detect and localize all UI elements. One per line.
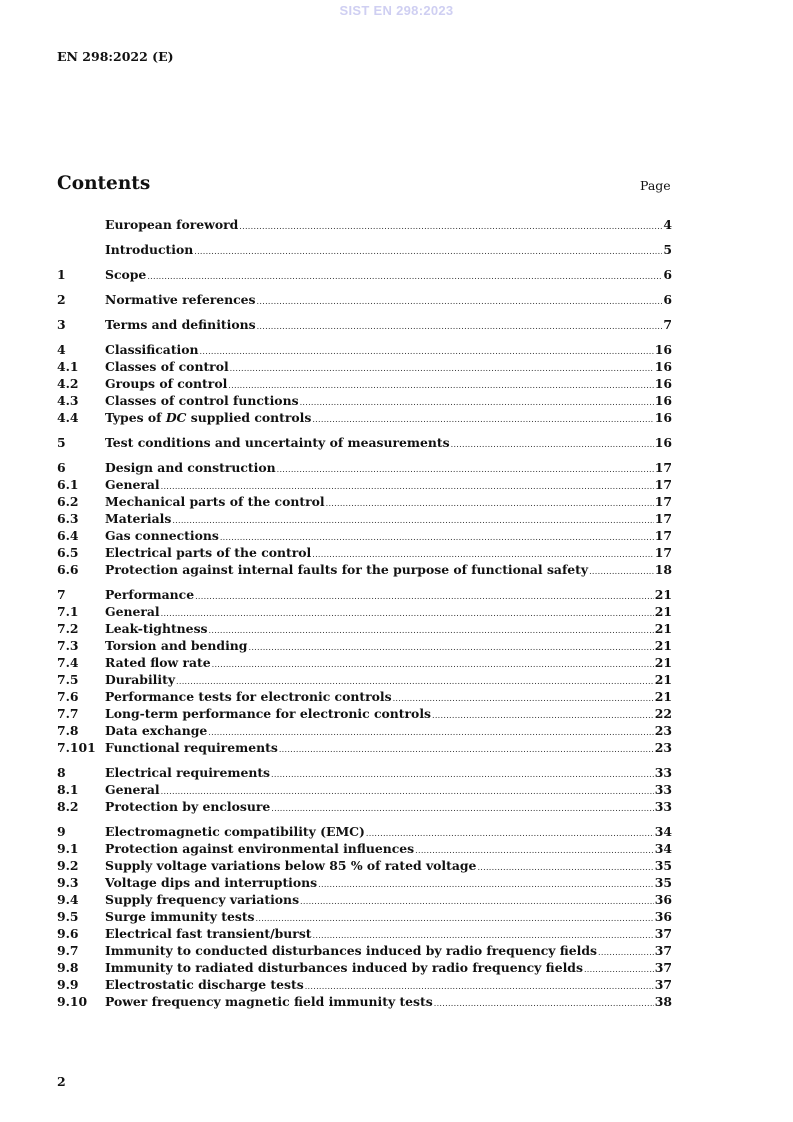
dot-leader (271, 800, 653, 817)
toc-entry[interactable] (57, 705, 672, 722)
toc-entry-number: 9.7 (57, 943, 79, 958)
toc-entry-title: Electrical requirements (105, 765, 271, 780)
dot-leader (161, 605, 654, 622)
toc-entry[interactable] (57, 409, 672, 426)
toc-entry[interactable] (57, 798, 672, 815)
toc-entry[interactable] (57, 671, 672, 688)
page-number: 2 (57, 1074, 66, 1089)
toc-entry-page: 21 (654, 621, 672, 636)
toc-entry-number: 6.2 (57, 494, 79, 509)
dot-leader (200, 343, 654, 360)
toc-entry[interactable] (57, 959, 672, 976)
toc-entry-number: 2 (57, 292, 66, 307)
toc-entry-number: 7.6 (57, 689, 79, 704)
toc-entry-page: 34 (654, 841, 672, 856)
dot-leader (195, 588, 654, 605)
dot-leader (147, 268, 662, 285)
toc-entry[interactable] (57, 739, 672, 756)
toc-entry-number: 4.1 (57, 359, 79, 374)
toc-entry[interactable] (57, 358, 672, 375)
toc-entry-number: 6 (57, 460, 66, 475)
toc-entry-page: 33 (654, 765, 672, 780)
toc-entry-title: Types of DC supplied controls (105, 410, 312, 425)
dot-leader (239, 218, 662, 235)
toc-entry-number: 9.6 (57, 926, 79, 941)
toc-entry-number: 7.3 (57, 638, 79, 653)
toc-entry-page: 38 (654, 994, 672, 1009)
toc-entry-title: Test conditions and uncertainty of measurements (105, 435, 450, 450)
toc-entry-page: 23 (654, 723, 672, 738)
dot-leader (318, 876, 654, 893)
toc-entry-page: 34 (654, 824, 672, 839)
toc-entry[interactable] (57, 375, 672, 392)
toc-entry[interactable] (57, 586, 672, 603)
toc-entry[interactable] (57, 908, 672, 925)
toc-entry-title: Surge immunity tests (105, 909, 255, 924)
toc-entry[interactable] (57, 688, 672, 705)
toc-entry-page: 33 (654, 799, 672, 814)
toc-entry-page: 5 (663, 242, 672, 257)
toc-entry-number: 3 (57, 317, 66, 332)
dot-leader (312, 411, 653, 428)
toc-entry-page: 21 (654, 689, 672, 704)
toc-entry-number: 4 (57, 342, 66, 357)
toc-entry-page: 21 (654, 655, 672, 670)
toc-entry-title: Mechanical parts of the control (105, 494, 325, 509)
toc-entry-title: Functional requirements (105, 740, 278, 755)
dot-leader (434, 995, 654, 1012)
dot-leader (248, 639, 653, 656)
toc-entry-page: 21 (654, 638, 672, 653)
toc-entry-page: 21 (654, 587, 672, 602)
toc-entry-title: Immunity to conducted disturbances induced by radio frequency fields (105, 943, 598, 958)
toc-entry-title: Electrical fast transient/burst (105, 926, 312, 941)
dot-leader (451, 436, 654, 453)
toc-entry[interactable] (57, 874, 672, 891)
toc-entry[interactable] (57, 781, 672, 798)
toc-entry[interactable] (57, 434, 672, 451)
toc-entry[interactable] (57, 840, 672, 857)
contents-title: Contents (57, 173, 151, 194)
dot-leader (212, 656, 654, 673)
toc-entry[interactable] (57, 493, 672, 510)
dot-leader (209, 622, 654, 639)
toc-entry-number: 6.5 (57, 545, 79, 560)
toc-entry-page: 17 (654, 494, 672, 509)
dot-leader (477, 859, 653, 876)
toc-entry-title: Data exchange (105, 723, 208, 738)
toc-entry-title: Protection against internal faults for the purpose of functional safety (105, 562, 589, 577)
toc-entry-number: 4.4 (57, 410, 79, 425)
toc-entry-page: 35 (654, 875, 672, 890)
toc-entry-number: 9.4 (57, 892, 79, 907)
toc-entry-title: Classes of control functions (105, 393, 299, 408)
toc-entry-title: Scope (105, 267, 147, 282)
toc-entry-title: Classification (105, 342, 199, 357)
toc-entry[interactable] (57, 392, 672, 409)
toc-entry[interactable] (57, 925, 672, 942)
toc-entry-number: 6.4 (57, 528, 79, 543)
toc-entry-page: 4 (663, 217, 672, 232)
toc-entry-title: General (105, 477, 160, 492)
toc-entry-page: 18 (654, 562, 672, 577)
document-id: EN 298:2022 (E) (57, 49, 174, 64)
toc-entry-title: Voltage dips and interruptions (105, 875, 318, 890)
dot-leader (194, 243, 662, 260)
dot-leader (300, 893, 654, 910)
toc-entry-title: European foreword (105, 217, 239, 232)
toc-entry-title: Design and construction (105, 460, 276, 475)
toc-entry-number: 4.3 (57, 393, 79, 408)
toc-entry-number: 7.5 (57, 672, 79, 687)
toc-entry-page: 6 (663, 292, 672, 307)
toc-entry-page: 16 (654, 376, 672, 391)
toc-entry-title: Introduction (105, 242, 194, 257)
toc-entry-page: 36 (654, 909, 672, 924)
dot-leader (172, 512, 653, 529)
dot-leader (230, 360, 654, 377)
toc-entry-number: 7.101 (57, 740, 96, 755)
toc-entry[interactable] (57, 316, 672, 333)
toc-entry-page: 22 (654, 706, 672, 721)
toc-entry-number: 7.4 (57, 655, 79, 670)
toc-entry-page: 16 (654, 342, 672, 357)
toc-entry-page: 36 (654, 892, 672, 907)
toc-entry-title: Power frequency magnetic field immunity tests (105, 994, 433, 1009)
toc-entry-title: General (105, 782, 160, 797)
toc-entry[interactable] (57, 654, 672, 671)
toc-entry-page: 7 (663, 317, 672, 332)
toc-entry[interactable] (57, 620, 672, 637)
toc-entry-title: Supply frequency variations (105, 892, 300, 907)
toc-entry-page: 37 (654, 960, 672, 975)
toc-entry-page: 37 (654, 977, 672, 992)
toc-entry-title: Classes of control (105, 359, 229, 374)
toc-entry-page: 16 (654, 410, 672, 425)
toc-entry[interactable] (57, 764, 672, 781)
toc-entry-number: 6.3 (57, 511, 79, 526)
toc-entry-title: Rated flow rate (105, 655, 211, 670)
dot-leader (277, 461, 654, 478)
toc-entry-page: 16 (654, 359, 672, 374)
toc-entry-title: Electrical parts of the control (105, 545, 312, 560)
toc-entry-number: 8.1 (57, 782, 79, 797)
toc-entry-title: Immunity to radiated disturbances induced by radio frequency fields (105, 960, 583, 975)
toc-entry-title: General (105, 604, 160, 619)
dot-leader (326, 495, 654, 512)
toc-entry[interactable] (57, 976, 672, 993)
table-of-contents (57, 216, 672, 1010)
toc-entry-number: 1 (57, 267, 66, 282)
toc-entry-title: Electromagnetic compatibility (EMC) (105, 824, 365, 839)
toc-entry-page: 21 (654, 604, 672, 619)
toc-entry-page: 16 (654, 393, 672, 408)
toc-entry[interactable] (57, 722, 672, 739)
toc-entry[interactable] (57, 823, 672, 840)
toc-entry-page: 21 (654, 672, 672, 687)
dot-leader (584, 961, 654, 978)
toc-entry[interactable] (57, 241, 672, 258)
toc-entry-number: 9.2 (57, 858, 79, 873)
toc-entry[interactable] (57, 216, 672, 233)
toc-entry-page: 33 (654, 782, 672, 797)
toc-entry-number: 9.9 (57, 977, 79, 992)
toc-entry-title: Normative references (105, 292, 256, 307)
page-column-heading: Page (640, 178, 671, 193)
toc-entry-number: 7.7 (57, 706, 79, 721)
toc-entry-number: 8 (57, 765, 66, 780)
toc-entry-page: 17 (654, 545, 672, 560)
dot-leader (256, 910, 654, 927)
toc-entry[interactable] (57, 341, 672, 358)
toc-entry-page: 17 (654, 511, 672, 526)
dot-leader (257, 318, 663, 335)
toc-entry[interactable] (57, 510, 672, 527)
toc-entry-page: 37 (654, 926, 672, 941)
toc-entry-number: 9 (57, 824, 66, 839)
toc-entry-number: 7 (57, 587, 66, 602)
toc-entry-title: Terms and definitions (105, 317, 256, 332)
toc-entry[interactable] (57, 993, 672, 1010)
toc-entry-page: 23 (654, 740, 672, 755)
toc-entry-title: Gas connections (105, 528, 219, 543)
toc-entry-page: 37 (654, 943, 672, 958)
dot-leader (393, 690, 654, 707)
toc-entry-number: 7.1 (57, 604, 79, 619)
toc-entry[interactable] (57, 266, 672, 283)
toc-entry[interactable] (57, 459, 672, 476)
toc-entry[interactable] (57, 942, 672, 959)
toc-entry-page: 17 (654, 460, 672, 475)
toc-entry[interactable] (57, 544, 672, 561)
toc-entry-title: Supply voltage variations below 85 % of rated voltage (105, 858, 477, 873)
dot-leader (432, 707, 654, 724)
toc-entry-page: 35 (654, 858, 672, 873)
toc-entry-number: 8.2 (57, 799, 79, 814)
toc-entry-title: Electrostatic discharge tests (105, 977, 304, 992)
toc-entry-title: Protection against environmental influences (105, 841, 415, 856)
toc-entry-title: Materials (105, 511, 172, 526)
toc-entry[interactable] (57, 527, 672, 544)
toc-entry-number: 6.6 (57, 562, 79, 577)
toc-entry-number: 9.5 (57, 909, 79, 924)
toc-entry-number: 9.3 (57, 875, 79, 890)
toc-entry-title: Durability (105, 672, 176, 687)
toc-entry-page: 16 (654, 435, 672, 450)
toc-entry-title: Performance (105, 587, 195, 602)
toc-entry-title: Long-term performance for electronic controls (105, 706, 431, 721)
dot-leader (589, 563, 654, 580)
dot-leader (279, 741, 654, 758)
toc-entry[interactable] (57, 561, 672, 578)
toc-entry[interactable] (57, 857, 672, 874)
toc-entry-title: Leak-tightness (105, 621, 208, 636)
toc-entry-number: 5 (57, 435, 66, 450)
toc-entry-page: 17 (654, 477, 672, 492)
toc-entry[interactable] (57, 637, 672, 654)
toc-entry-number: 9.10 (57, 994, 88, 1009)
toc-entry-title: Performance tests for electronic controls (105, 689, 392, 704)
toc-entry-title: Torsion and bending (105, 638, 248, 653)
dot-leader (271, 766, 654, 783)
toc-entry[interactable] (57, 291, 672, 308)
watermark: SIST EN 298:2023 (339, 3, 454, 18)
toc-entry-number: 7.8 (57, 723, 79, 738)
toc-entry-number: 7.2 (57, 621, 79, 636)
toc-entry[interactable] (57, 891, 672, 908)
toc-entry-title: Protection by enclosure (105, 799, 271, 814)
toc-entry-title: Groups of control (105, 376, 228, 391)
toc-entry-number: 4.2 (57, 376, 79, 391)
toc-entry-number: 9.1 (57, 841, 79, 856)
toc-entry-page: 17 (654, 528, 672, 543)
toc-entry-number: 9.8 (57, 960, 79, 975)
dot-leader (598, 944, 654, 961)
dot-leader (300, 394, 654, 411)
toc-entry[interactable] (57, 476, 672, 493)
dot-leader (257, 293, 663, 310)
toc-entry[interactable] (57, 603, 672, 620)
toc-entry-page: 6 (663, 267, 672, 282)
toc-entry-number: 6.1 (57, 477, 79, 492)
